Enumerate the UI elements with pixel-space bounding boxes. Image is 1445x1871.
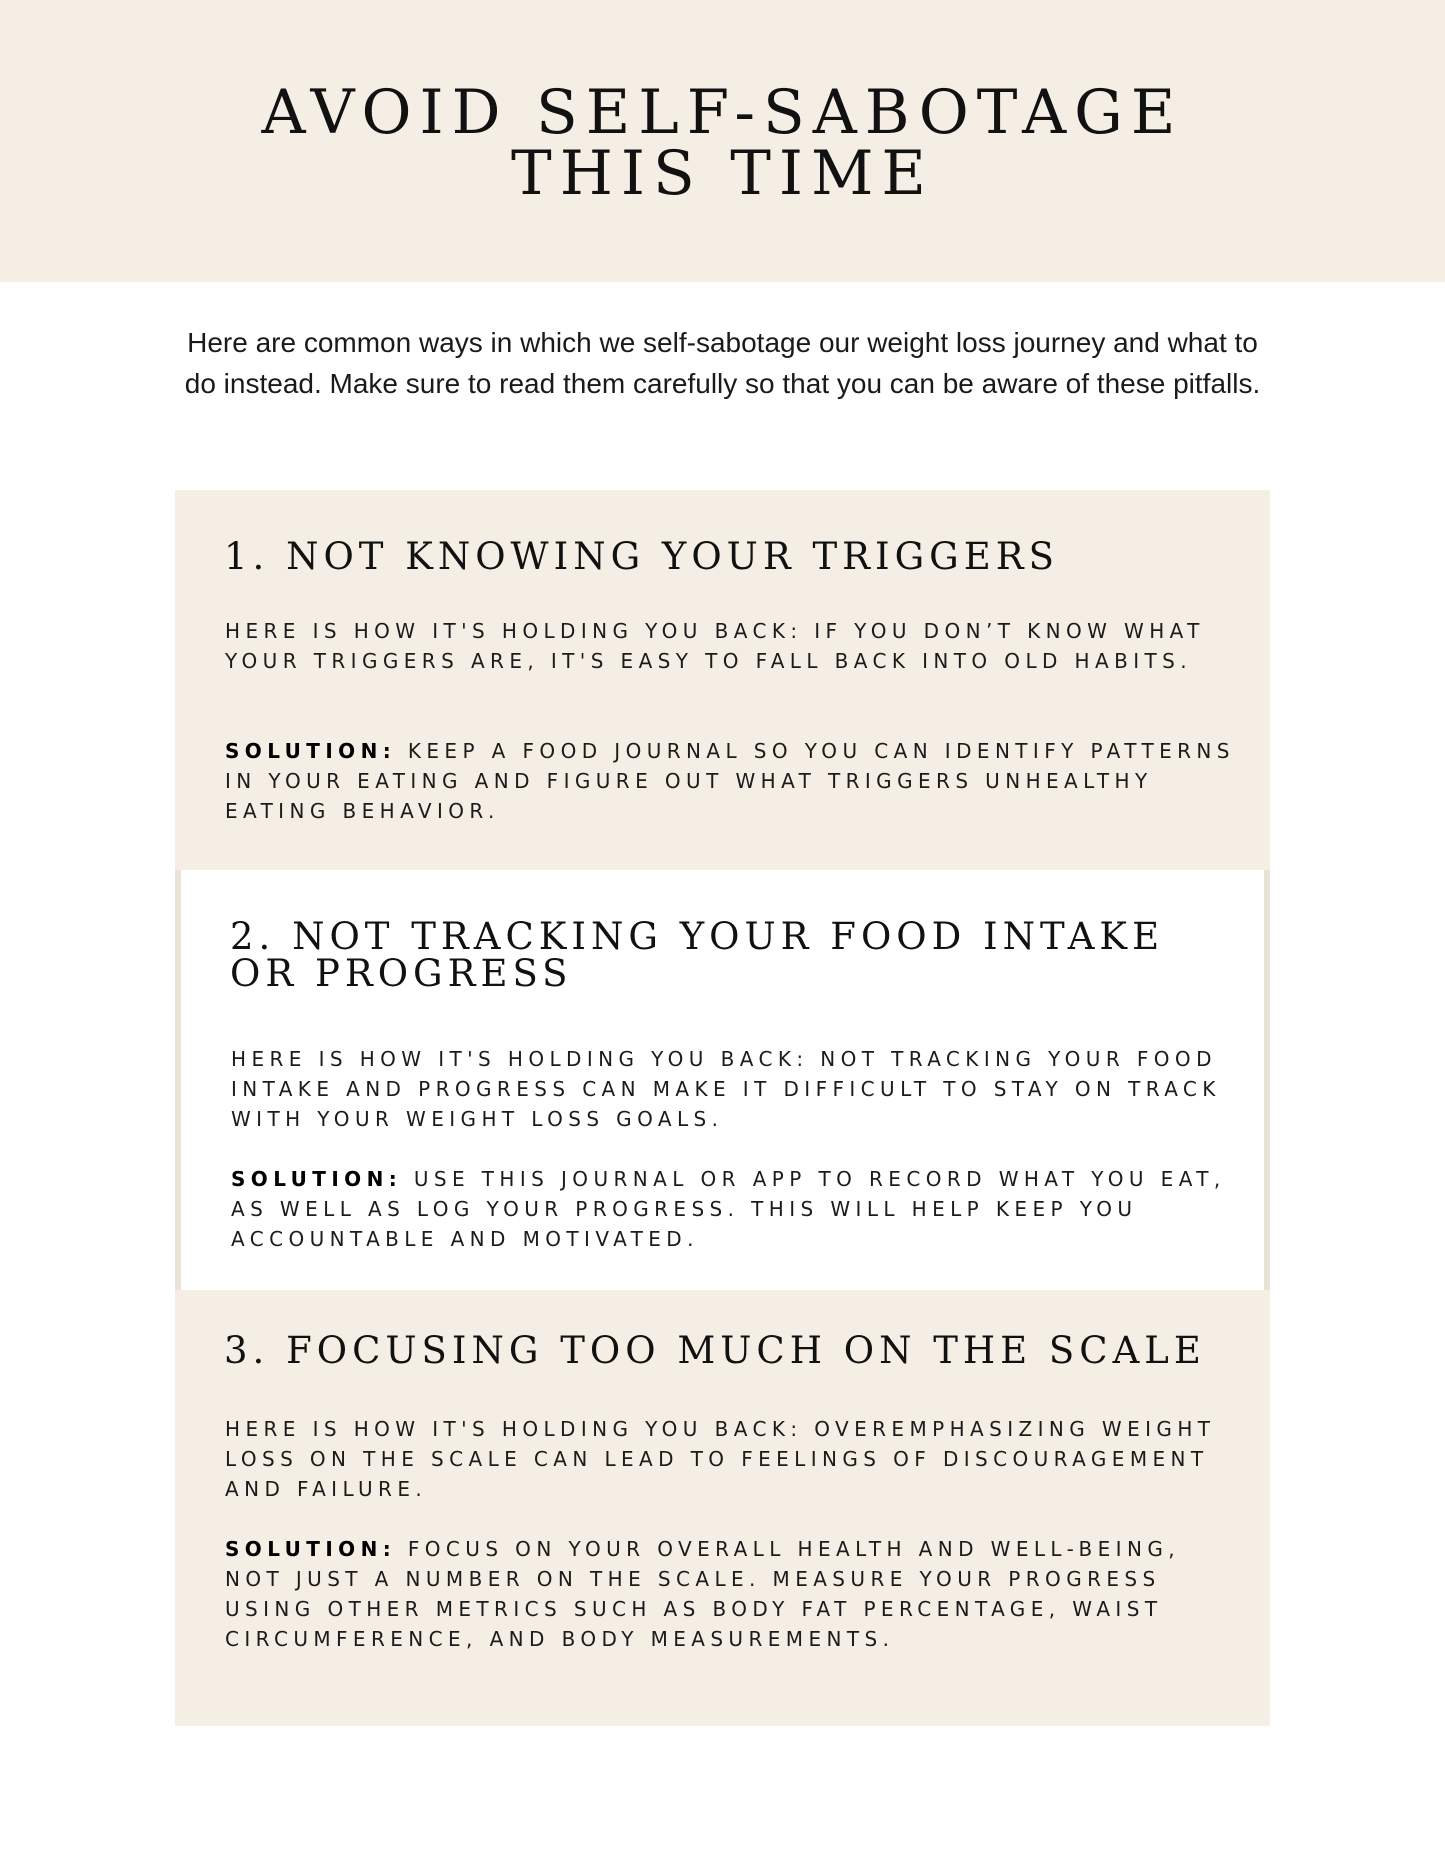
page-title	[0, 77, 1445, 209]
intro-paragraph: Here are common ways in which we self-sabotage our weight loss journey and what to do instead. Make sure to read them carefully so that you can be aware of these pitfalls.	[184, 327, 1261, 399]
holding-back-text: HERE IS HOW IT'S HOLDING YOU BACK: OVEREMPHASIZING WEIGHT LOSS ON THE SCALE CAN LEAD TO FEELINGS OF DISCOURAGEMENT AND FAILURE.	[225, 1417, 1216, 1501]
page-title-line-1: AVOID SELF-SABOTAGE	[261, 77, 1184, 148]
solution-paragraph	[225, 736, 1235, 826]
section-heading-line-2: OR PROGRESS	[230, 952, 573, 995]
solution-text: KEEP A FOOD JOURNAL SO YOU CAN IDENTIFY PATTERNS IN YOUR EATING AND FIGURE OUT WHAT TRIGGERS UNHEALTHY EATING BEHAVIOR.	[225, 739, 1235, 823]
section-heading-line-1: 1. NOT KNOWING YOUR TRIGGERS	[224, 535, 1059, 578]
solution-paragraph	[225, 1534, 1235, 1654]
section-triggers	[175, 490, 1270, 870]
section-heading	[224, 535, 1234, 578]
solution-label: SOLUTION:	[231, 1167, 403, 1191]
section-heading	[224, 1329, 1234, 1372]
solution-text: FOCUS ON YOUR OVERALL HEALTH AND WELL-BEING, NOT JUST A NUMBER ON THE SCALE. MEASURE YOUR PROGRESS USING OTHER METRICS SUCH AS BODY FAT PERCENTAGE, WAIST CIRCUMFERENCE, AND BODY MEASUREMENTS.	[225, 1537, 1180, 1651]
section-heading-line-1: 2. NOT TRACKING YOUR FOOD INTAKE	[230, 915, 1165, 958]
page-title-line-2: THIS TIME	[511, 138, 934, 209]
section-heading-line-1: 3. FOCUSING TOO MUCH ON THE SCALE	[224, 1329, 1206, 1372]
section-scale	[175, 1290, 1270, 1726]
solution-label: SOLUTION:	[225, 1537, 397, 1561]
holding-back-text: HERE IS HOW IT'S HOLDING YOU BACK: NOT TRACKING YOUR FOOD INTAKE AND PROGRESS CAN MAKE IT DIFFICULT TO STAY ON TRACK WITH YOUR WEIGHT LOSS GOALS.	[231, 1047, 1221, 1131]
section-tracking	[175, 870, 1270, 1290]
solution-paragraph	[231, 1164, 1241, 1254]
section-heading	[230, 915, 1240, 995]
solution-text: USE THIS JOURNAL OR APP TO RECORD WHAT YOU EAT, AS WELL AS LOG YOUR PROGRESS. THIS WILL HELP KEEP YOU ACCOUNTABLE AND MOTIVATED.	[231, 1167, 1226, 1251]
solution-label: SOLUTION:	[225, 739, 397, 763]
holding-back-text: HERE IS HOW IT'S HOLDING YOU BACK: IF YOU DON’T KNOW WHAT YOUR TRIGGERS ARE, IT'S EASY TO FALL BACK INTO OLD HABITS.	[225, 619, 1205, 673]
